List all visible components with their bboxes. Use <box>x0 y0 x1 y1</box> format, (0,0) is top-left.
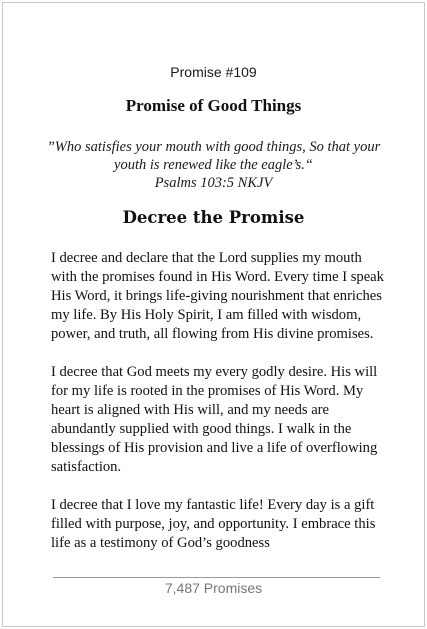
promise-page <box>2 2 425 627</box>
decree-paragraph: I decree that I love my fantastic life! Every day is a gift filled with purpose, joy, and opportunity. I embrace this life as a testimony of God’s goodness <box>51 497 376 551</box>
decree-paragraph: I decree that God meets my every godly desire. His will for my life is rooted in the promises of His Word. My heart is aligned with His will, and my needs are abundantly supplied with good things. I walk in the blessings of His provision and live a life of overflowing satisfaction. <box>51 364 378 475</box>
scripture-reference: Psalms 103:5 NKJV <box>154 175 273 191</box>
footer-divider <box>53 577 380 578</box>
scripture-block <box>43 138 384 192</box>
promise-title: Promise of Good Things <box>125 96 302 115</box>
decree-text[interactable] <box>51 249 391 561</box>
promise-number: Promise #109 <box>170 64 257 80</box>
scripture-quote: ”Who satisfies your mouth with good things, So that your youth is renewed like the eagle’s.“ <box>46 139 381 173</box>
decree-heading: Decree the Promise <box>122 208 305 227</box>
promise-count: 7,487 Promises <box>164 580 263 596</box>
decree-paragraph: I decree and declare that the Lord supplies my mouth with the promises found in His Word. Every time I speak His Word, it brings life-giving nourishment that enriches my life. By His Holy Spirit, I am filled with wisdom, power, and truth, all flowing from His divine promises. <box>51 250 384 342</box>
